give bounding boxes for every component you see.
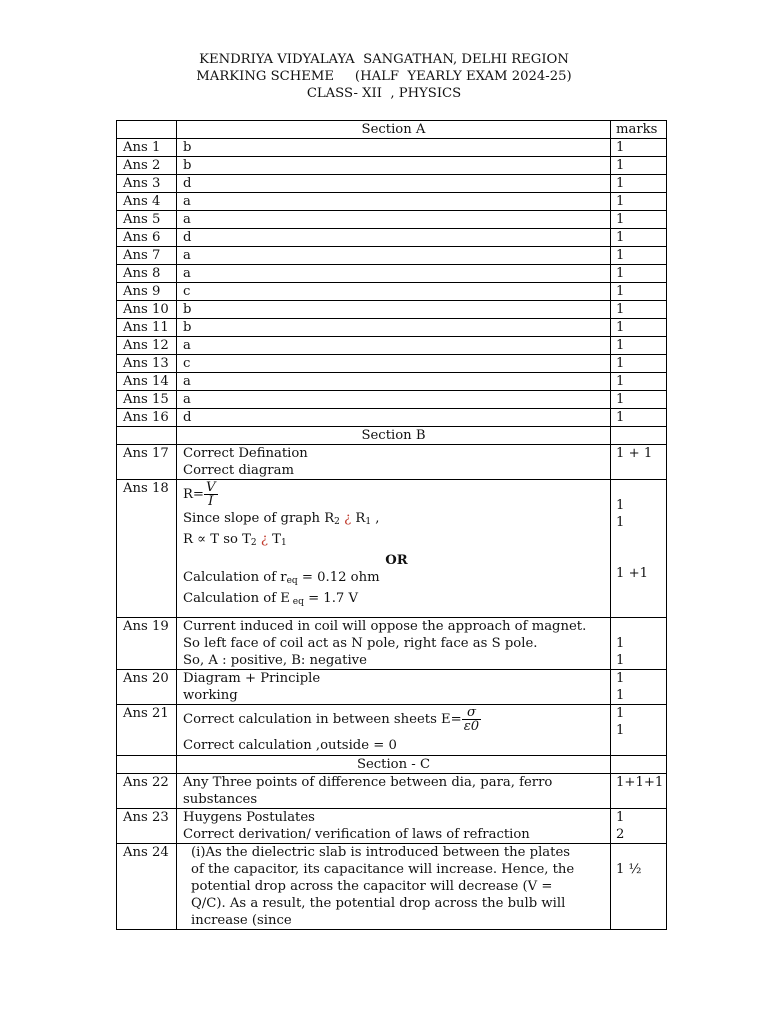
marks: 1 1 1 +1 bbox=[611, 480, 667, 618]
question-number: Ans 19 bbox=[117, 618, 177, 670]
question-number: Ans 3 bbox=[117, 175, 177, 193]
marks: 1 1 bbox=[611, 618, 667, 670]
question-number: Ans 23 bbox=[117, 809, 177, 844]
header-school: KENDRIYA VIDYALAYA SANGATHAN, DELHI REGION bbox=[199, 52, 569, 67]
question-number: Ans 16 bbox=[117, 409, 177, 427]
answer: b bbox=[177, 319, 611, 337]
question-number: Ans 20 bbox=[117, 670, 177, 705]
marks: 1 bbox=[611, 409, 667, 427]
table-row bbox=[117, 211, 667, 229]
answer: a bbox=[177, 337, 611, 355]
table-row bbox=[117, 265, 667, 283]
question-number: Ans 5 bbox=[117, 211, 177, 229]
table-row bbox=[117, 247, 667, 265]
section-c-title: Section - C bbox=[177, 756, 611, 774]
answer: Correct Defination Correct diagram bbox=[177, 445, 611, 480]
table-row bbox=[117, 157, 667, 175]
question-number: Ans 9 bbox=[117, 283, 177, 301]
fraction: $\frac{\sigma}{\varepsilon 0}$ bbox=[463, 705, 480, 734]
marks: 1 bbox=[611, 211, 667, 229]
marks: 1 bbox=[611, 301, 667, 319]
answer: Correct calculation in between sheets E= $\frac{\sigma}{\varepsilon 0}$ Correct calculation ,outside = 0 bbox=[177, 705, 611, 756]
marks: 1 bbox=[611, 193, 667, 211]
question-number: Ans 18 bbox=[117, 480, 177, 618]
answer: Current induced in coil will oppose the approach of magnet. So left face of coil act as N pole, right face as S pole. So, A : positive, B: negative bbox=[177, 618, 611, 670]
answer: d bbox=[177, 229, 611, 247]
marks: 1 bbox=[611, 229, 667, 247]
marks-header: marks bbox=[611, 121, 667, 139]
answer: a bbox=[177, 391, 611, 409]
header-exam: MARKING SCHEME (HALF YEARLY EXAM 2024-25) bbox=[196, 69, 572, 84]
table-row bbox=[117, 618, 667, 670]
table-row bbox=[117, 175, 667, 193]
marks: 1 bbox=[611, 355, 667, 373]
question-number: Ans 10 bbox=[117, 301, 177, 319]
table-row bbox=[117, 229, 667, 247]
answer: R= $\frac{V}{I}$ Since slope of graph $R_2$ ¿ $R_1$ , R ∝ T so $T_2$ ¿ $T_1$ OR Calculation of $r_{eq} = 0.12$ ohm Calculation of E $_{eq}$ = 1.7 V bbox=[177, 480, 611, 618]
answer: Any Three points of difference between dia, para, ferro substances bbox=[177, 774, 611, 809]
marks: 1 1 bbox=[611, 705, 667, 756]
question-number: Ans 12 bbox=[117, 337, 177, 355]
table-row bbox=[117, 139, 667, 157]
marks: 1 2 bbox=[611, 809, 667, 844]
question-number: Ans 15 bbox=[117, 391, 177, 409]
question-number: Ans 6 bbox=[117, 229, 177, 247]
marks: 1 + 1 bbox=[611, 445, 667, 480]
answer: Diagram + Principle working bbox=[177, 670, 611, 705]
marks: 1 bbox=[611, 319, 667, 337]
marks: 1 bbox=[611, 265, 667, 283]
question-number: Ans 13 bbox=[117, 355, 177, 373]
or-label: OR bbox=[385, 553, 408, 568]
marks: 1 bbox=[611, 373, 667, 391]
header-class: CLASS- XII , PHYSICS bbox=[306, 86, 462, 101]
question-number: Ans 7 bbox=[117, 247, 177, 265]
table-row bbox=[117, 670, 667, 705]
marks: 1 bbox=[611, 391, 667, 409]
marks: 1+1+1 bbox=[611, 774, 667, 809]
answer: a bbox=[177, 265, 611, 283]
table-row bbox=[117, 283, 667, 301]
section-b-title: Section B bbox=[177, 427, 611, 445]
document-header bbox=[0, 51, 768, 102]
answer: Huygens Postulates Correct derivation/ verification of laws of refraction bbox=[177, 809, 611, 844]
marks: 1 bbox=[611, 247, 667, 265]
table-row bbox=[117, 480, 667, 618]
marks: 1 bbox=[611, 139, 667, 157]
table-row bbox=[117, 774, 667, 809]
question-number: Ans 11 bbox=[117, 319, 177, 337]
table-row bbox=[117, 445, 667, 480]
question-number: Ans 21 bbox=[117, 705, 177, 756]
table-row bbox=[117, 391, 667, 409]
table-row bbox=[117, 301, 667, 319]
answer: b bbox=[177, 139, 611, 157]
question-number: Ans 2 bbox=[117, 157, 177, 175]
marks: 1 1 bbox=[611, 670, 667, 705]
table-row bbox=[117, 193, 667, 211]
question-number: Ans 17 bbox=[117, 445, 177, 480]
question-number: Ans 24 bbox=[117, 844, 177, 930]
table-row bbox=[117, 705, 667, 756]
answer: a bbox=[177, 373, 611, 391]
table-row bbox=[117, 355, 667, 373]
question-number: Ans 1 bbox=[117, 139, 177, 157]
question-number: Ans 4 bbox=[117, 193, 177, 211]
marks: 1 ½ bbox=[611, 844, 667, 930]
fraction: $\frac{V}{I}$ bbox=[205, 480, 216, 509]
table-row bbox=[117, 337, 667, 355]
answer: (i)As the dielectric slab is introduced between the plates of the capacitor, its capacitance will increase. Hence, the potential drop across the capacitor will decrease (V = Q/C). As a result, the potential drop across the bulb will increase (since bbox=[177, 844, 611, 930]
marking-scheme-table bbox=[116, 120, 667, 930]
answer: d bbox=[177, 175, 611, 193]
answer: a bbox=[177, 247, 611, 265]
answer: c bbox=[177, 283, 611, 301]
question-number: Ans 8 bbox=[117, 265, 177, 283]
question-number: Ans 22 bbox=[117, 774, 177, 809]
answer: a bbox=[177, 211, 611, 229]
table-row bbox=[117, 319, 667, 337]
answer: b bbox=[177, 157, 611, 175]
marks: 1 bbox=[611, 337, 667, 355]
answer: d bbox=[177, 409, 611, 427]
table-row bbox=[117, 809, 667, 844]
answer: a bbox=[177, 193, 611, 211]
section-b-header-row bbox=[117, 427, 667, 445]
marks: 1 bbox=[611, 175, 667, 193]
table-row bbox=[117, 373, 667, 391]
answer: c bbox=[177, 355, 611, 373]
section-a-header-row bbox=[117, 121, 667, 139]
table-row bbox=[117, 409, 667, 427]
marks: 1 bbox=[611, 283, 667, 301]
section-a-title: Section A bbox=[177, 121, 611, 139]
question-number: Ans 14 bbox=[117, 373, 177, 391]
table-row bbox=[117, 844, 667, 930]
marks: 1 bbox=[611, 157, 667, 175]
answer: b bbox=[177, 301, 611, 319]
section-c-header-row bbox=[117, 756, 667, 774]
